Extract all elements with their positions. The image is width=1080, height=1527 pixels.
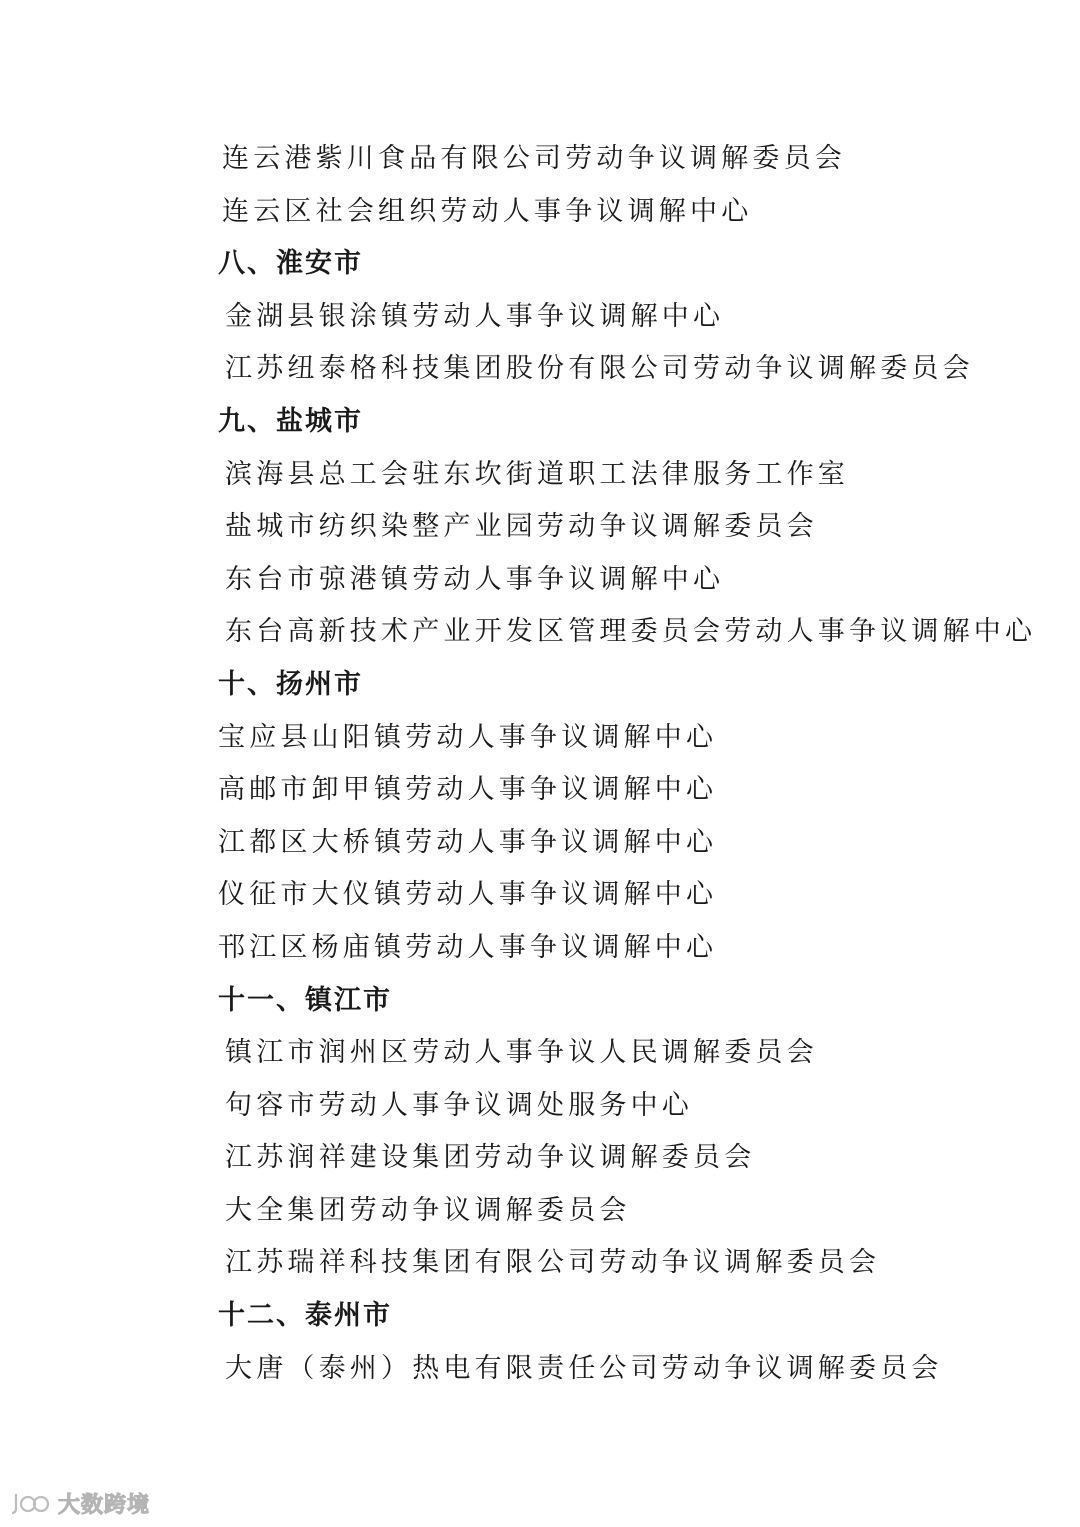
section-heading: 十一、镇江市 [218,984,392,1016]
list-item: 大唐（泰州）热电有限责任公司劳动争议调解委员会 [225,1352,943,1384]
list-item: 东台市弶港镇劳动人事争议调解中心 [225,563,725,595]
list-item: 镇江市润州区劳动人事争议人民调解委员会 [225,1037,818,1069]
section-heading: 十、扬州市 [218,668,363,700]
list-item: 宝应县山阳镇劳动人事争议调解中心 [218,721,718,753]
section-heading: 九、盐城市 [218,405,363,437]
list-item: 大全集团劳动争议调解委员会 [225,1194,631,1226]
list-item: 江苏瑞祥科技集团有限公司劳动争议调解委员会 [225,1247,881,1279]
section-heading: 八、淮安市 [218,248,363,280]
list-item: 盐城市纺织染整产业园劳动争议调解委员会 [225,511,818,543]
section-heading: 十二、泰州市 [218,1300,392,1332]
list-item: 东台高新技术产业开发区管理委员会劳动人事争议调解中心 [225,616,1037,648]
list-item: 滨海县总工会驻东坎街道职工法律服务工作室 [225,458,849,490]
list-item: 连云区社会组织劳动人事争议调解中心 [222,195,753,227]
document-body [0,133,1080,1395]
list-item: 句容市劳动人事争议调处服务中心 [225,1089,693,1121]
watermark-logo-icon [10,1490,52,1518]
list-item: 江苏纽泰格科技集团股份有限公司劳动争议调解委员会 [225,353,974,385]
list-item: 仪征市大仪镇劳动人事争议调解中心 [218,879,718,911]
list-item: 连云港紫川食品有限公司劳动争议调解委员会 [222,143,846,174]
list-item: 高邮市卸甲镇劳动人事争议调解中心 [218,774,718,806]
list-item: 江都区大桥镇劳动人事争议调解中心 [218,826,718,858]
list-item: 金湖县银涂镇劳动人事争议调解中心 [225,300,725,332]
watermark [10,1488,150,1519]
watermark-text: 大数跨境 [58,1493,151,1518]
list-item: 邗江区杨庙镇劳动人事争议调解中心 [218,931,718,963]
list-item: 江苏润祥建设集团劳动争议调解委员会 [225,1142,756,1174]
